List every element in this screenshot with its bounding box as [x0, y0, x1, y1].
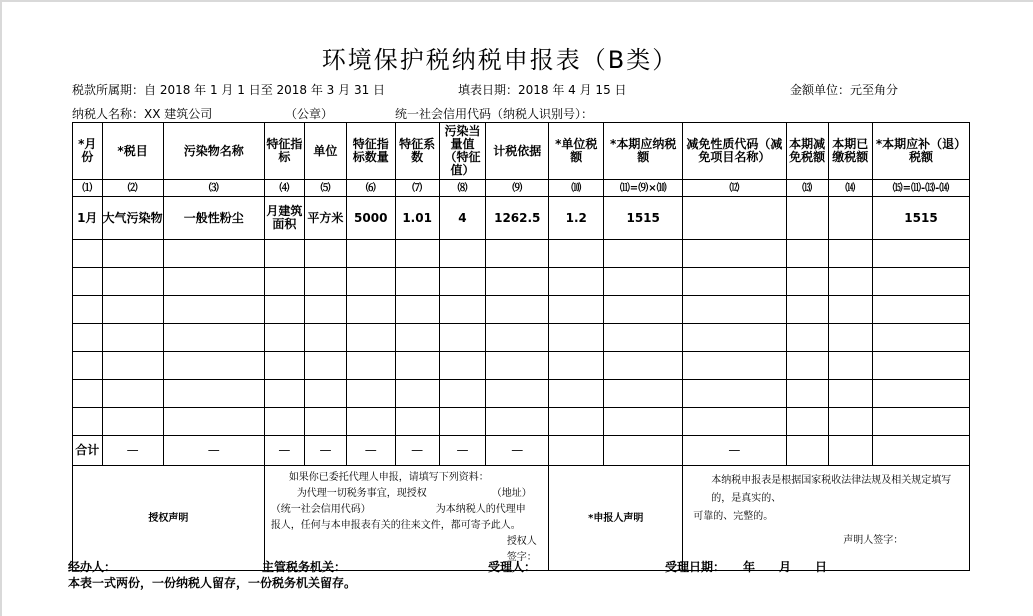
table-row — [73, 324, 970, 352]
auth-line: （统一社会信用代码） 为本纳税人的代理申 — [270, 504, 526, 515]
index-cell: ⑴ — [73, 180, 103, 197]
self-declaration-label: *申报人声明 — [549, 466, 683, 571]
handler-label: 经办人： — [68, 560, 117, 574]
header-exempt-tax: 本期减免税额 — [786, 123, 828, 180]
total-dash: — — [439, 436, 485, 466]
header-payable-tax: *本期应纳税额 — [604, 123, 683, 180]
taxpayer-name: 纳税人名称：XX 建筑公司 — [72, 107, 213, 121]
credit-code-label: 统一社会信用代码（纳税人识别号）： — [395, 107, 594, 121]
table-row — [73, 268, 970, 296]
header-tax-item: *税目 — [102, 123, 163, 180]
index-cell: ⒀ — [786, 180, 828, 197]
auth-declaration-text[interactable] — [264, 466, 549, 571]
table-row — [73, 380, 970, 408]
auth-line: 如果你已委托代理人申报，请填写下列资料： — [288, 472, 489, 483]
cell-paid-tax[interactable] — [828, 197, 872, 240]
header-pollution-equivalent: 污染当量值（特征值） — [439, 123, 485, 180]
cell-refund-tax[interactable]: 1515 — [872, 197, 969, 240]
total-dash: — — [163, 436, 264, 466]
declaration-row — [73, 466, 970, 571]
index-cell: ⑹ — [347, 180, 395, 197]
fill-date: 填表日期：2018 年 4 月 15 日 — [458, 83, 627, 97]
header-paid-tax: 本期已缴税额 — [828, 123, 872, 180]
header-unit-tax: *单位税额 — [549, 123, 604, 180]
form-title: 环境保护税纳税申报表（B类） — [321, 46, 679, 74]
index-cell: ⑾=⑼×⑽ — [604, 180, 683, 197]
self-line: 本纳税申报表是根据国家税收法律法规及相关规定填写的，是真实的、 — [711, 475, 952, 504]
header-row — [73, 123, 970, 180]
self-declaration-text[interactable] — [683, 466, 970, 571]
accept-date-label: 受理日期： 年 月 日 — [665, 560, 828, 574]
auth-line: 报人，任何与本申报表有关的往来文件，都可寄予此人。 — [270, 520, 521, 531]
amount-unit: 金额单位：元至角分 — [790, 83, 899, 97]
table-row — [73, 352, 970, 380]
cell-exemption-code[interactable] — [683, 197, 786, 240]
index-cell: ⑺ — [395, 180, 439, 197]
tax-period: 税款所属期：自 2018 年 1 月 1 日至 2018 年 3 月 31 日 — [72, 83, 386, 97]
total-dash: — — [395, 436, 439, 466]
auth-signature: 授权人签字： — [506, 536, 537, 563]
total-label: 合计 — [73, 436, 103, 466]
index-cell: ⑶ — [163, 180, 264, 197]
index-cell: ⑵ — [102, 180, 163, 197]
total-dash: — — [264, 436, 304, 466]
self-line: 可靠的、完整的。 — [693, 511, 774, 522]
index-cell: ⑻ — [439, 180, 485, 197]
index-cell: ⑷ — [264, 180, 304, 197]
header-unit: 单位 — [304, 123, 346, 180]
declaration-table — [72, 122, 970, 571]
header-feature-indicator: 特征指标 — [264, 123, 304, 180]
cell-feature-quantity[interactable]: 5000 — [347, 197, 395, 240]
total-dash: — — [683, 436, 786, 466]
cell-unit[interactable]: 平方米 — [304, 197, 346, 240]
total-dash: — — [102, 436, 163, 466]
table-row — [73, 197, 970, 240]
header-feature-quantity: 特征指标数量 — [347, 123, 395, 180]
header-month: *月份 — [73, 123, 103, 180]
cell-tax-item[interactable]: 大气污染物 — [102, 197, 163, 240]
header-tax-basis: 计税依据 — [486, 123, 549, 180]
total-dash: — — [347, 436, 395, 466]
index-cell: ⒂=⑾-⒀-⒁ — [872, 180, 969, 197]
copies-note: 本表一式两份，一份纳税人留存，一份税务机关留存。 — [68, 576, 357, 590]
cell-month[interactable]: 1月 — [73, 197, 103, 240]
index-row — [73, 180, 970, 197]
cell-unit-tax[interactable]: 1.2 — [549, 197, 604, 240]
table-row — [73, 240, 970, 268]
self-signature: 声明人签字： — [843, 535, 904, 546]
total-dash: — — [486, 436, 549, 466]
auth-declaration-label: 授权声明 — [73, 466, 265, 571]
total-row — [73, 436, 970, 466]
cell-exempt-tax[interactable] — [786, 197, 828, 240]
cell-feature-indicator[interactable]: 月建筑面积 — [264, 197, 304, 240]
table-row — [73, 408, 970, 436]
tax-authority-label: 主管税务机关： — [262, 560, 347, 574]
official-seal-label: （公章） — [285, 107, 334, 121]
window-top-border — [0, 0, 1033, 2]
index-cell: ⑿ — [683, 180, 786, 197]
window-left-border — [0, 0, 2, 616]
index-cell: ⑽ — [549, 180, 604, 197]
index-cell: ⑸ — [304, 180, 346, 197]
header-refund-tax: *本期应补（退）税额 — [872, 123, 969, 180]
cell-pollutant[interactable]: 一般性粉尘 — [163, 197, 264, 240]
cell-tax-basis[interactable]: 1262.5 — [486, 197, 549, 240]
auth-line: 为代理一切税务事宜，现授权 （地址） — [296, 488, 532, 499]
total-dash: — — [304, 436, 346, 466]
cell-payable-tax[interactable]: 1515 — [604, 197, 683, 240]
cell-pollution-equivalent[interactable]: 4 — [439, 197, 485, 240]
header-pollutant: 污染物名称 — [163, 123, 264, 180]
receiver-label: 受理人： — [488, 560, 537, 574]
cell-feature-coefficient[interactable]: 1.01 — [395, 197, 439, 240]
table-row — [73, 296, 970, 324]
index-cell: ⑼ — [486, 180, 549, 197]
header-exemption-code: 减免性质代码（减免项目名称） — [683, 123, 786, 180]
header-feature-coefficient: 特征系数 — [395, 123, 439, 180]
index-cell: ⒁ — [828, 180, 872, 197]
